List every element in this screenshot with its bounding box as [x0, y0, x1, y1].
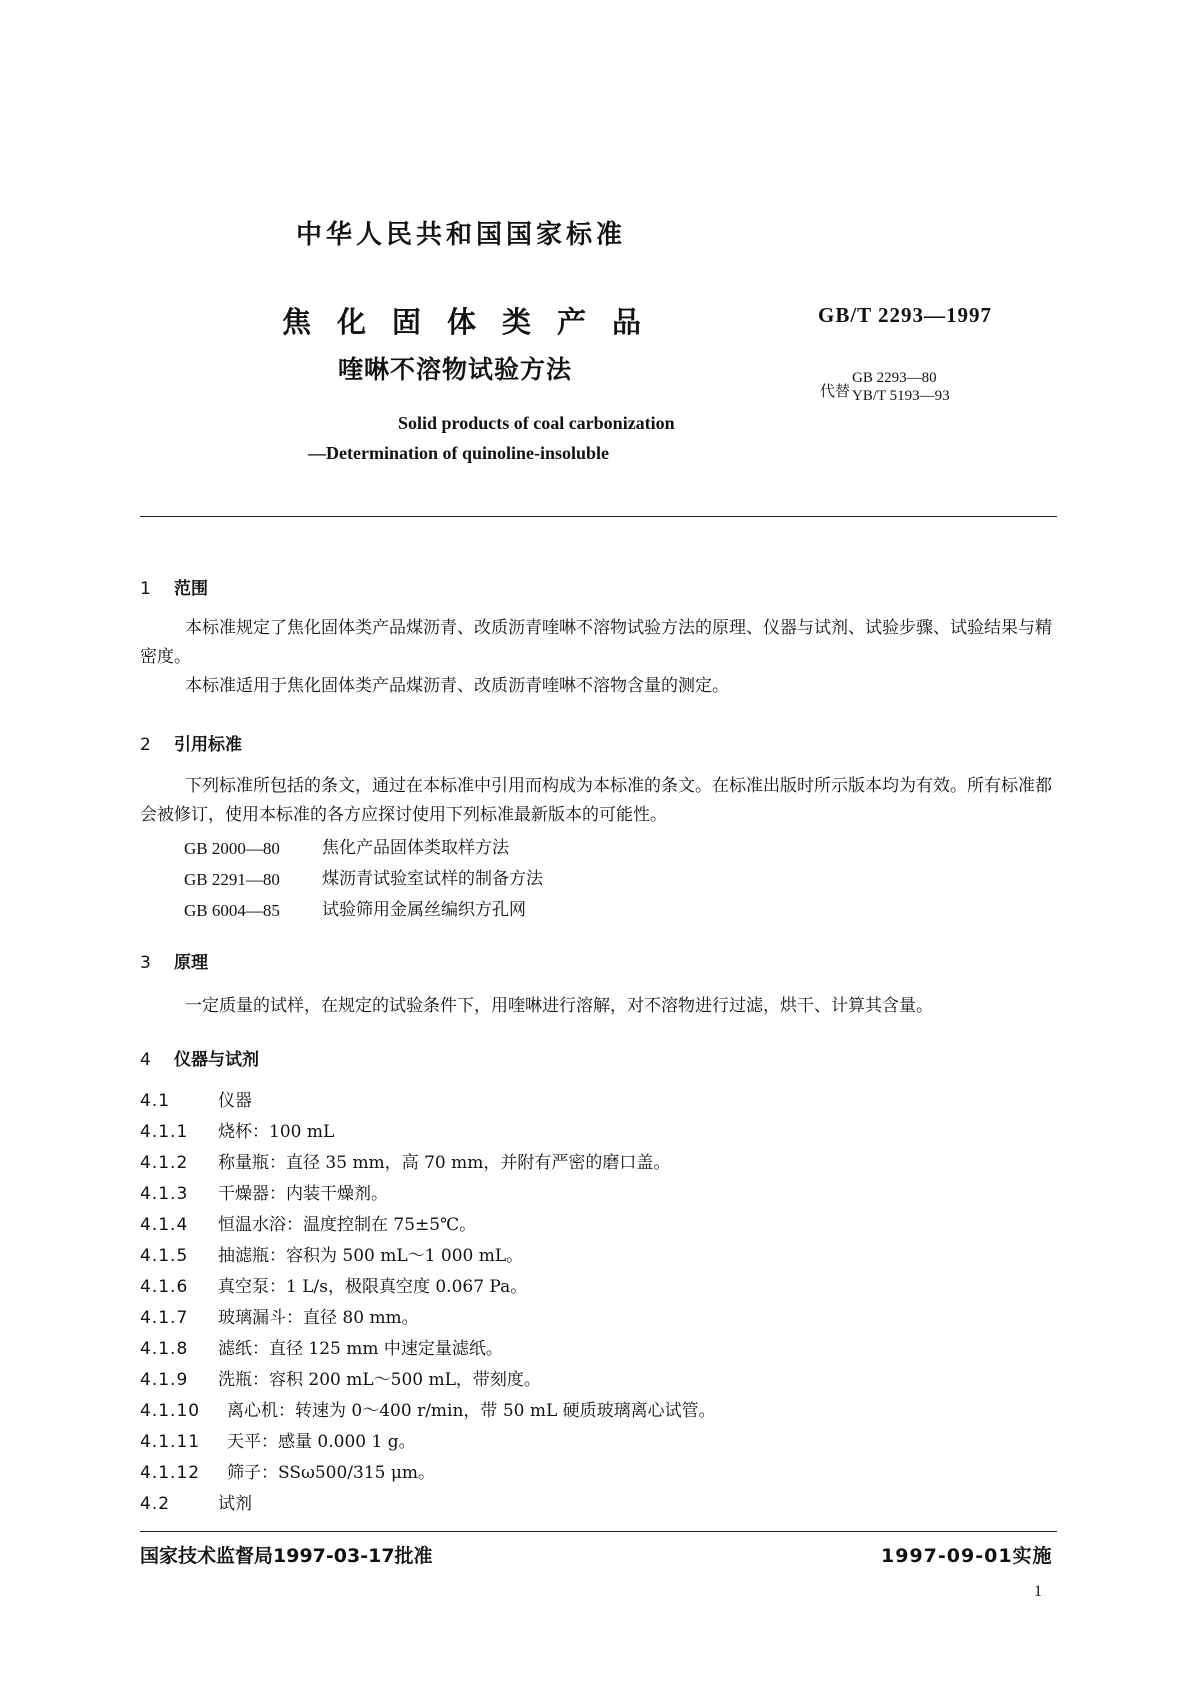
paragraph: 本标准适用于焦化固体类产品煤沥青、改质沥青喹啉不溶物含量的测定。 [185, 676, 729, 696]
item-number: 4.1.10 [140, 1401, 201, 1421]
list-item [140, 1179, 716, 1210]
item-number: 4.1.11 [140, 1432, 201, 1452]
list-item [140, 1241, 716, 1272]
reference-item [184, 864, 543, 895]
document-title-cn: 焦化固体类产品 [282, 305, 668, 339]
replaced-standard: GB 2293—80 [852, 370, 937, 386]
page-number: 1 [1034, 1583, 1042, 1600]
section-heading-apparatus [140, 1045, 259, 1070]
list-item [140, 1427, 716, 1458]
item-number: 4.2 [140, 1494, 171, 1514]
reference-code: GB 2000—80 [184, 839, 280, 858]
list-item [140, 1148, 716, 1179]
item-number: 4.1.2 [140, 1153, 189, 1173]
item-text: 恒温水浴：温度控制在 75±5℃。 [218, 1215, 477, 1235]
national-standard-heading: 中华人民共和国国家标准 [296, 220, 627, 250]
item-text: 筛子：SSω500/315 μm。 [227, 1463, 436, 1483]
replaced-standard: YB/T 5193—93 [852, 388, 950, 404]
document-subtitle-cn: 喹啉不溶物试验方法 [338, 355, 573, 384]
list-item [140, 1303, 716, 1334]
item-text: 烧杯：100 mL [218, 1122, 335, 1142]
reference-item [184, 895, 543, 926]
document-title-en-line1: Solid products of coal carbonization [398, 413, 675, 433]
item-text: 天平：感量 0.000 1 g。 [227, 1432, 416, 1452]
section-title: 仪器与试剂 [174, 1050, 259, 1070]
item-text: 真空泵：1 L/s，极限真空度 0.067 Pa。 [218, 1277, 528, 1297]
item-number: 4.1.9 [140, 1370, 189, 1390]
item-text: 仪器 [218, 1091, 252, 1111]
apparatus-list [140, 1086, 716, 1520]
section-body-scope [140, 614, 1057, 701]
section-number: 2 [140, 735, 151, 755]
paragraph: 本标准规定了焦化固体类产品煤沥青、改质沥青喹啉不溶物试验方法的原理、仪器与试剂、试验步骤、试验结果与精密度。 [140, 618, 1052, 667]
list-item [140, 1396, 716, 1427]
reference-list [184, 833, 543, 926]
section-number: 3 [140, 953, 151, 973]
paragraph: 下列标准所包括的条文，通过在本标准中引用而构成为本标准的条文。在标准出版时所示版本均为有效。所有标准都会被修订，使用本标准的各方应探讨使用下列标准最新版本的可能性。 [140, 776, 1052, 825]
section-body-references [140, 772, 1057, 830]
reference-name: 焦化产品固体类取样方法 [322, 838, 509, 858]
list-item [140, 1210, 716, 1241]
reference-name: 煤沥青试验室试样的制备方法 [322, 869, 543, 889]
item-text: 滤纸：直径 125 mm 中速定量滤纸。 [218, 1339, 503, 1359]
item-text: 洗瓶：容积 200 mL～500 mL，带刻度。 [218, 1370, 541, 1390]
section-title: 原理 [174, 953, 208, 973]
item-number: 4.1.1 [140, 1122, 189, 1142]
standard-code: GB/T 2293—1997 [818, 303, 993, 327]
item-number: 4.1.7 [140, 1308, 189, 1328]
item-text: 称量瓶：直径 35 mm，高 70 mm，并附有严密的磨口盖。 [218, 1153, 671, 1173]
item-number: 4.1.8 [140, 1339, 189, 1359]
header-divider [140, 516, 1057, 517]
footer-divider [140, 1531, 1057, 1532]
list-item [140, 1334, 716, 1365]
item-number: 4.1.4 [140, 1215, 189, 1235]
item-text: 离心机：转速为 0～400 r/min，带 50 mL 硬质玻璃离心试管。 [227, 1401, 716, 1421]
item-text: 干燥器：内装干燥剂。 [218, 1184, 388, 1204]
implementation-date: 1997-09-01实施 [881, 1545, 1053, 1567]
item-text: 玻璃漏斗：直径 80 mm。 [218, 1308, 419, 1328]
list-item [140, 1489, 716, 1520]
item-number: 4.1.12 [140, 1463, 201, 1483]
list-item [140, 1458, 716, 1489]
paragraph: 一定质量的试样，在规定的试验条件下，用喹啉进行溶解，对不溶物进行过滤，烘干、计算其含量。 [185, 996, 933, 1016]
approval-date: 国家技术监督局1997-03-17批准 [140, 1545, 433, 1567]
item-text: 抽滤瓶：容积为 500 mL～1 000 mL。 [218, 1246, 524, 1266]
replaces-label: 代替 [820, 382, 851, 400]
section-heading-principle [140, 948, 208, 973]
section-heading-scope [140, 574, 208, 599]
section-title: 引用标准 [174, 735, 242, 755]
list-item [140, 1086, 716, 1117]
reference-code: GB 6004—85 [184, 901, 280, 920]
section-number: 4 [140, 1050, 151, 1070]
reference-item [184, 833, 543, 864]
item-number: 4.1.5 [140, 1246, 189, 1266]
list-item [140, 1365, 716, 1396]
section-heading-references [140, 730, 242, 755]
item-number: 4.1 [140, 1091, 171, 1111]
reference-code: GB 2291—80 [184, 870, 280, 889]
section-title: 范围 [174, 579, 208, 599]
item-number: 4.1.6 [140, 1277, 189, 1297]
section-number: 1 [140, 579, 151, 599]
list-item [140, 1117, 716, 1148]
document-title-en-line2: —Determination of quinoline-insoluble [308, 443, 610, 463]
item-text: 试剂 [218, 1494, 252, 1514]
list-item [140, 1272, 716, 1303]
reference-name: 试验筛用金属丝编织方孔网 [322, 900, 526, 920]
item-number: 4.1.3 [140, 1184, 189, 1204]
section-body-principle [140, 992, 1057, 1021]
